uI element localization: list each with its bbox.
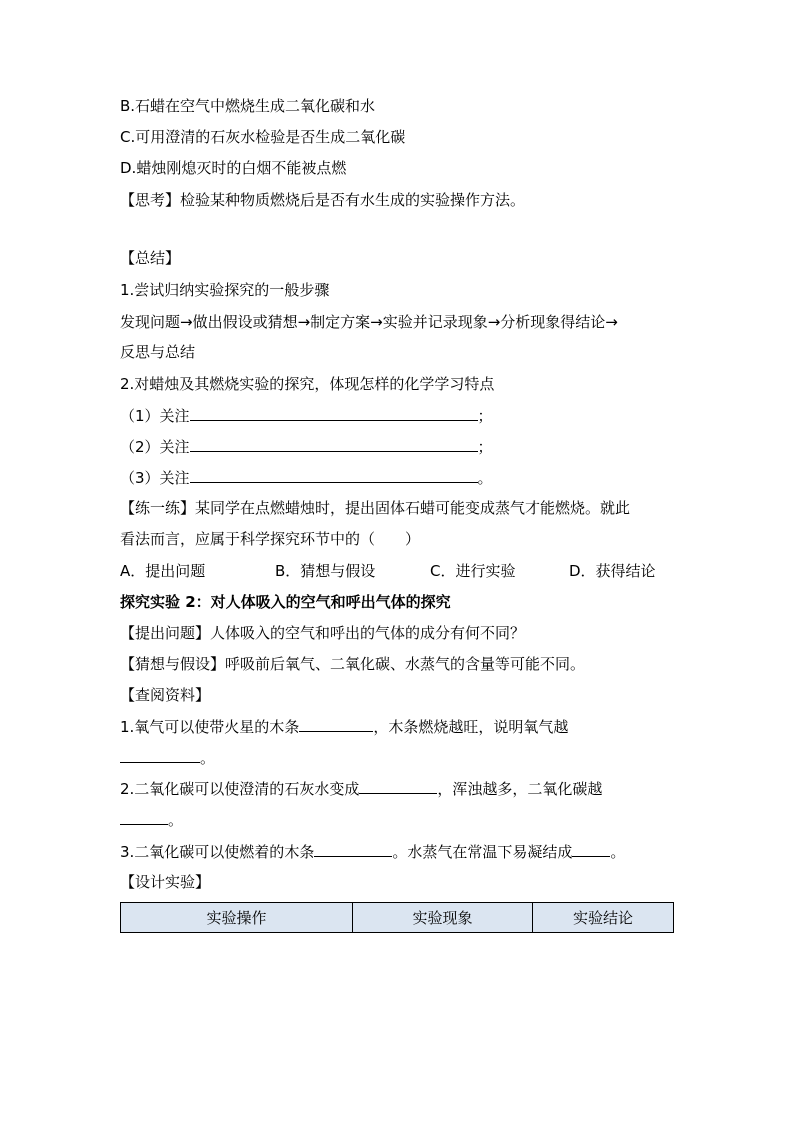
answer-blank[interactable] <box>120 809 168 825</box>
research-text: ，木条燃烧越旺，说明氧气越 <box>373 718 569 736</box>
steps-line-1: 发现问题→做出假设或猜想→制定方案→实验并记录现象→分析现象得结论→ <box>120 313 618 331</box>
research-item-2-cont <box>120 809 183 830</box>
think-tag: 【思考】 <box>120 191 181 209</box>
practice-line-2: 看法而言，应属于科学探究环节中的（ ） <box>120 530 421 548</box>
answer-blank[interactable] <box>314 841 392 857</box>
summary-item-1: 1.尝试归纳实验探究的一般步骤 <box>120 281 330 299</box>
column-header: 实验结论 <box>533 903 674 933</box>
research-item-1-cont <box>120 747 215 768</box>
question-paragraph <box>120 623 525 643</box>
summary-item-2: 2.对蜡烛及其燃烧实验的探究，体现怎样的化学学习特点 <box>120 375 495 393</box>
research-text: ，浑浊越多，二氧化碳越 <box>437 780 603 798</box>
design-table <box>120 902 674 933</box>
summary-heading: 【总结】 <box>120 249 181 267</box>
hypothesis-text: 呼吸前后氧气、二氧化碳、水蒸气的含量等可能不同。 <box>225 655 586 673</box>
focus-line-2 <box>120 436 493 457</box>
table-header-row <box>121 903 674 933</box>
hypothesis-tag: 【猜想与假设】 <box>120 655 226 673</box>
think-text: 检验某种物质燃烧后是否有水生成的实验操作方法。 <box>180 191 526 209</box>
answer-blank[interactable] <box>190 436 478 452</box>
research-text: 3.二氧化碳可以使燃着的木条 <box>120 843 315 861</box>
answer-blank[interactable] <box>120 747 200 763</box>
focus-prefix: （2）关注 <box>120 438 190 456</box>
focus-end: ； <box>477 438 493 456</box>
option-d: D.蜡烛刚熄灭时的白烟不能被点燃 <box>120 159 347 177</box>
think-paragraph <box>120 190 525 210</box>
question-text: 人体吸入的空气和呼出的气体的成分有何不同？ <box>210 624 526 642</box>
research-text: 2.二氧化碳可以使澄清的石灰水变成 <box>120 780 360 798</box>
research-end: 。 <box>200 749 216 767</box>
focus-line-1 <box>120 405 493 426</box>
option-b: B.石蜡在空气中燃烧生成二氧化碳和水 <box>120 97 376 115</box>
focus-prefix: （1）关注 <box>120 407 190 425</box>
research-text: 1.氧气可以使带火星的木条 <box>120 718 300 736</box>
hypothesis-paragraph <box>120 654 585 674</box>
research-heading: 【查阅资料】 <box>120 686 211 704</box>
focus-line-3 <box>120 467 493 488</box>
answer-blank[interactable] <box>299 716 373 732</box>
answer-blank[interactable] <box>572 841 610 857</box>
steps-line-2: 反思与总结 <box>120 343 196 361</box>
research-item-1 <box>120 716 568 737</box>
research-item-2 <box>120 778 602 799</box>
choice-c: C．进行实验 <box>430 562 516 580</box>
practice-text: 某同学在点燃蜡烛时，提出固体石蜡可能变成蒸气才能燃烧。就此 <box>195 499 631 517</box>
exp2-title: 探究实验 2：对人体吸入的空气和呼出气体的探究 <box>120 593 451 611</box>
column-header: 实验现象 <box>353 903 533 933</box>
research-end: 。 <box>168 811 184 829</box>
research-item-3 <box>120 841 625 862</box>
answer-blank[interactable] <box>190 467 478 483</box>
research-end: 。 <box>610 843 626 861</box>
choice-d: D．获得结论 <box>569 562 656 580</box>
focus-end: 。 <box>477 469 493 487</box>
design-heading: 【设计实验】 <box>120 873 211 891</box>
answer-blank[interactable] <box>190 405 478 421</box>
choice-a: A．提出问题 <box>120 562 206 580</box>
practice-tag: 【练一练】 <box>120 499 196 517</box>
practice-line-1 <box>120 498 630 518</box>
focus-prefix: （3）关注 <box>120 469 190 487</box>
column-header: 实验操作 <box>121 903 353 933</box>
option-c: C.可用澄清的石灰水检验是否生成二氧化碳 <box>120 128 406 146</box>
question-tag: 【提出问题】 <box>120 624 211 642</box>
focus-end: ； <box>477 407 493 425</box>
research-text: 。水蒸气在常温下易凝结成 <box>392 843 573 861</box>
answer-blank[interactable] <box>359 778 437 794</box>
choice-b: B．猜想与假设 <box>275 562 376 580</box>
